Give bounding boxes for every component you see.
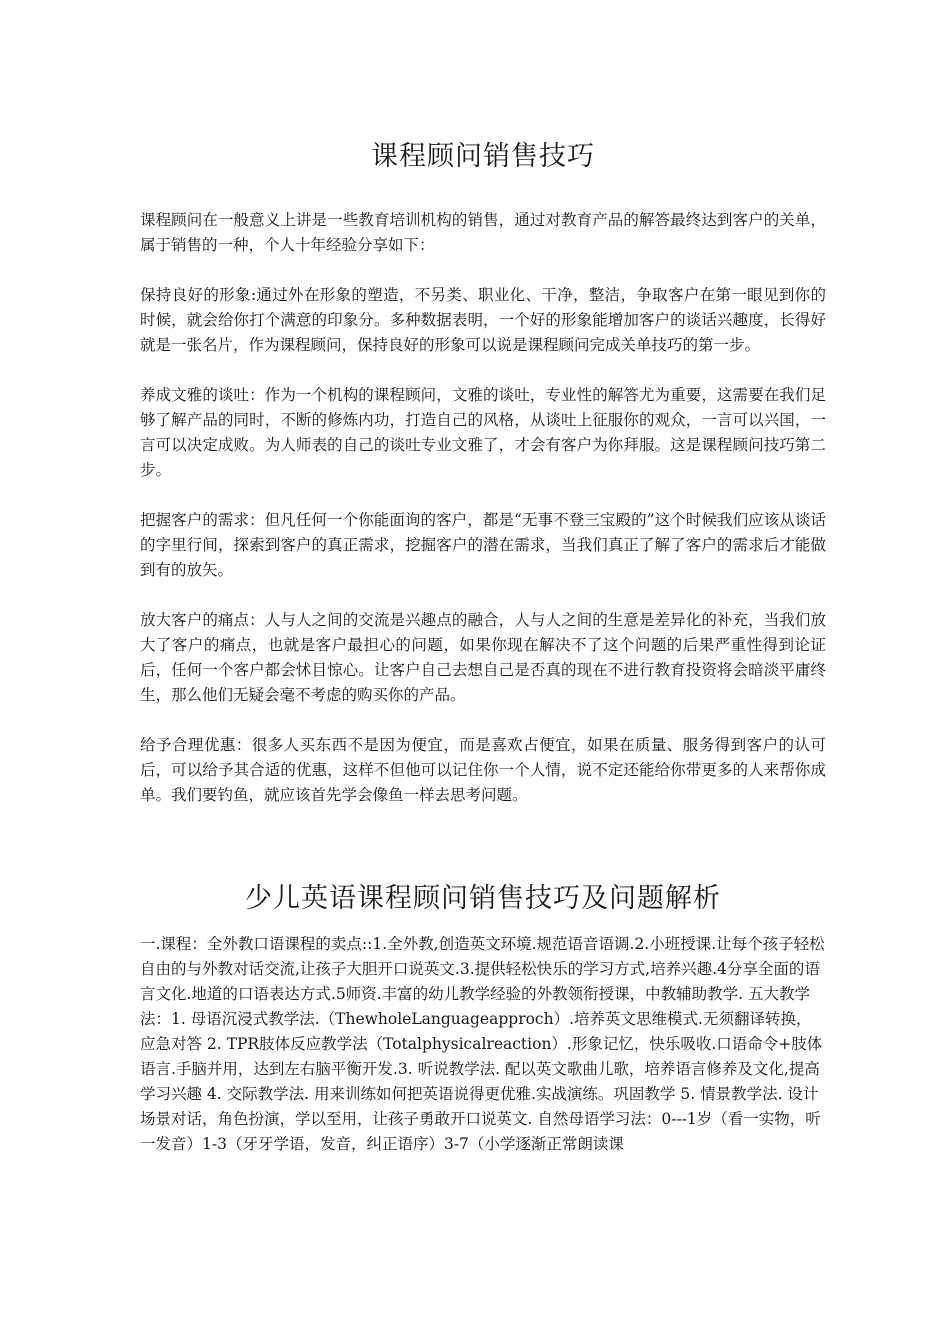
paragraph-speech: 养成文雅的谈吐：作为一个机构的课程顾问，文雅的谈吐，专业性的解答尤为重要，这需要在我们足够了解产品的同时，不断的修炼内功，打造自己的风格，从谈吐上征服你的观众，一言可以兴国，一言可以决定成败。为人师表的自己的谈吐专业文雅了，才会有客户为你拜服。这是课程顾问技巧第二步。: [140, 386, 826, 479]
paragraph-course: 一.课程：全外教口语课程的卖点::1.全外教,创造英文环境.规范语音语调.2.小班授课.让每个孩子轻松自由的与外教对话交流,让孩子大胆开口说英文.3.提供轻松快乐的学习方式,培养兴趣.4分享全面的语言文化.地道的口语表达方式.5师资.丰富的幼儿教学经验的外教领衔授课，中教辅助教学. 五大教学法：1. 母语沉浸式教学法.（ThewholeLanguageapproch）.培养英文思维模式.无须翻译转换，应急对答 2. TPR肢体反应教学法（Totalphysicalreaction）.形象记忆，快乐吸收.口语命令+肢体语言.手脑并用，达到左右脑平衡开发.3. 听说教学法. 配以英文歌曲儿歌，培养语言修养及文化,提高学习兴趣 4. 交际教学法. 用来训练如何把英语说得更优雅.实战演练。巩固教学 5. 情景教学法. 设计场景对话，角色扮演，学以至用，让孩子勇敢开口说英文. 自然母语学习法：0---1岁（看一实物，听一发音）1-3（牙牙学语，发音，纠正语序）3-7（小学逐渐正常朗读课: [140, 935, 825, 1153]
section-title: 少儿英语课程顾问销售技巧及问题解析: [245, 883, 721, 914]
paragraph-image: 保持良好的形象:通过外在形象的塑造，不另类、职业化、干净，整洁，争取客户在第一眼见到你的时候，就会给你打个满意的印象分。多种数据表明，一个好的形象能增加客户的谈话兴趣度，长得好就是一张名片，作为课程顾问，保持良好的形象可以说是课程顾问完成关单技巧的第一步。: [140, 286, 826, 354]
document-body: [140, 208, 826, 833]
paragraph-pain-points: 放大客户的痛点：人与人之间的交流是兴趣点的融合，人与人之间的生意是差异化的补充，当我们放大了客户的痛点，也就是客户最担心的问题，如果你现在解决不了这个问题的后果严重性得到论证后，任何一个客户都会怵目惊心。让客户自己去想自己是否真的现在不进行教育投资将会暗淡平庸终生，那么他们无疑会毫不考虑的购买你的产品。: [140, 611, 826, 704]
document-title: 课程顾问销售技巧: [371, 141, 595, 172]
paragraph-needs: 把握客户的需求：但凡任何一个你能面询的客户，都是“无事不登三宝殿的”这个时候我们应该从谈话的字里行间，探索到客户的真正需求，挖掘客户的潜在需求，当我们真正了解了客户的需求后才能做到有的放矢。: [140, 511, 826, 579]
paragraph-intro: 课程顾问在一般意义上讲是一些教育培训机构的销售，通过对教育产品的解答最终达到客户的关单，属于销售的一种，个人十年经验分享如下：: [140, 211, 826, 254]
paragraph-discount: 给予合理优惠：很多人买东西不是因为便宜，而是喜欢占便宜，如果在质量、服务得到客户的认可后，可以给予其合适的优惠，这样不但他可以记住你一个人情，说不定还能给你带更多的人来帮你成单。我们要钓鱼，就应该首先学会像鱼一样去思考问题。: [140, 736, 826, 804]
section-body: [140, 932, 826, 1157]
